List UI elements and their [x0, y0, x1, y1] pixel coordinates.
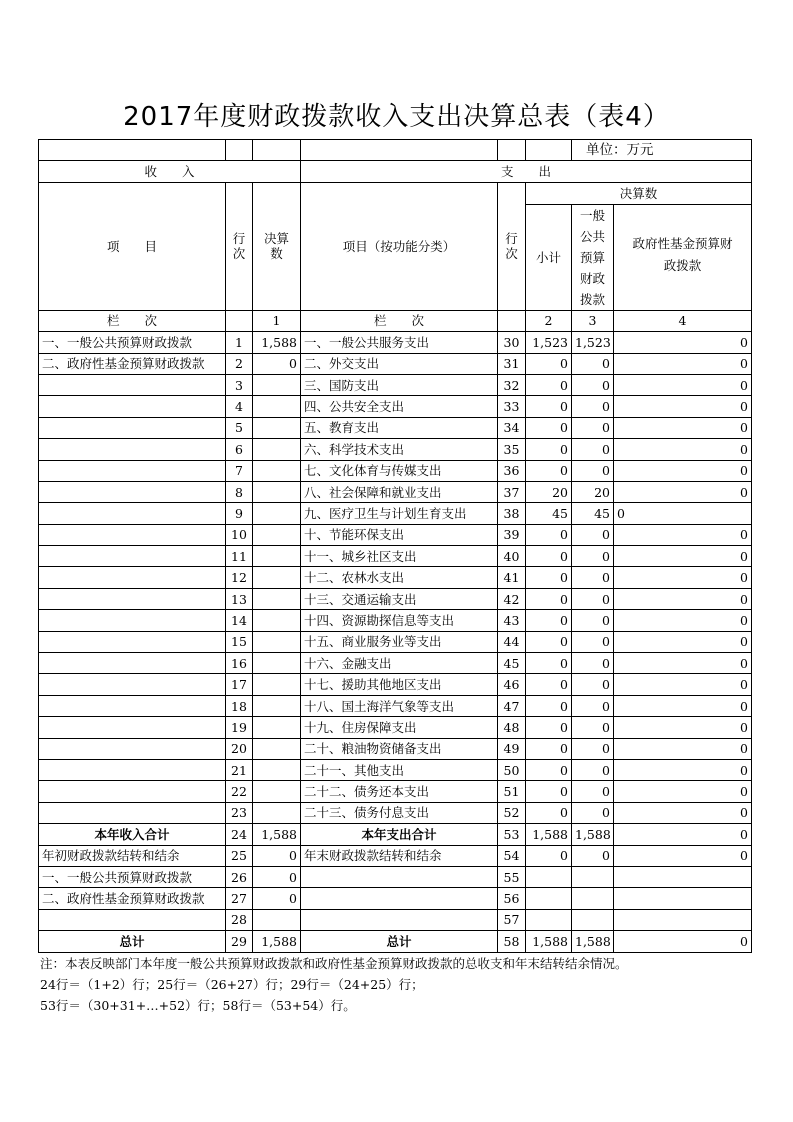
fund-budget-amount: 0	[614, 610, 752, 631]
table-row	[39, 610, 752, 631]
table-row	[39, 588, 752, 609]
income-item: 总计	[39, 931, 226, 952]
expense-item: 八、社会保障和就业支出	[301, 481, 498, 502]
general-budget-amount: 0	[572, 396, 614, 417]
expense-line-no: 48	[498, 717, 526, 738]
general-budget-amount: 0	[572, 781, 614, 802]
expense-item: 十四、资源勘探信息等支出	[301, 610, 498, 631]
expense-item	[301, 909, 498, 930]
income-amount	[253, 546, 301, 567]
fund-budget-amount: 0	[614, 802, 752, 823]
income-line-no: 19	[226, 717, 253, 738]
income-amount	[253, 396, 301, 417]
subtotal-amount: 0	[526, 374, 572, 395]
general-budget-amount: 0	[572, 738, 614, 759]
general-budget-amount: 1,588	[572, 824, 614, 845]
subtotal-amount: 1,588	[526, 824, 572, 845]
expense-line-no: 43	[498, 610, 526, 631]
expense-line-no: 55	[498, 866, 526, 887]
subtotal-amount: 0	[526, 588, 572, 609]
expense-line-no: 56	[498, 888, 526, 909]
expense-line-no: 44	[498, 631, 526, 652]
income-item	[39, 631, 226, 652]
subtotal-amount	[526, 909, 572, 930]
income-item	[39, 460, 226, 481]
blank-cell	[498, 310, 526, 331]
income-amount	[253, 631, 301, 652]
fund-budget-amount: 0	[614, 931, 752, 952]
income-line-no: 5	[226, 417, 253, 438]
income-item	[39, 546, 226, 567]
income-item	[39, 695, 226, 716]
expense-item: 六、科学技术支出	[301, 439, 498, 460]
income-line-no: 13	[226, 588, 253, 609]
income-amount	[253, 503, 301, 524]
subtotal-amount: 0	[526, 439, 572, 460]
general-budget-header: 一般公共预算财政拨款	[572, 204, 614, 310]
expense-line-no: 40	[498, 546, 526, 567]
table-row	[39, 653, 752, 674]
table-row	[39, 460, 752, 481]
blank-cell	[226, 140, 253, 161]
expense-line-no: 31	[498, 353, 526, 374]
income-item	[39, 653, 226, 674]
expense-line-no: 52	[498, 802, 526, 823]
expense-item: 本年支出合计	[301, 824, 498, 845]
income-amount	[253, 738, 301, 759]
income-item-header: 项 目	[39, 182, 226, 310]
expense-item: 二、外交支出	[301, 353, 498, 374]
table-row	[39, 781, 752, 802]
subtotal-amount	[526, 888, 572, 909]
fund-budget-amount	[614, 888, 752, 909]
blank-cell	[253, 140, 301, 161]
fund-budget-amount: 0	[614, 781, 752, 802]
general-budget-amount: 0	[572, 588, 614, 609]
expense-line-no-header: 行次	[498, 182, 526, 310]
income-amount	[253, 759, 301, 780]
col-number: 2	[526, 310, 572, 331]
income-line-no: 12	[226, 567, 253, 588]
general-budget-amount: 1,523	[572, 332, 614, 353]
table-row	[39, 845, 752, 866]
table-row	[39, 866, 752, 887]
subtotal-amount: 0	[526, 759, 572, 780]
income-amount-header: 决算数	[253, 182, 301, 310]
subtotal-amount: 0	[526, 524, 572, 545]
table-row	[39, 567, 752, 588]
expense-line-no: 30	[498, 332, 526, 353]
expense-line-no: 32	[498, 374, 526, 395]
blank-cell	[526, 140, 572, 161]
expense-line-no: 42	[498, 588, 526, 609]
expense-item: 四、公共安全支出	[301, 396, 498, 417]
income-item	[39, 417, 226, 438]
income-line-no: 10	[226, 524, 253, 545]
table-row	[39, 931, 752, 952]
col-number: 1	[253, 310, 301, 331]
expense-item: 十八、国土海洋气象等支出	[301, 695, 498, 716]
general-budget-amount: 0	[572, 439, 614, 460]
subtotal-amount: 0	[526, 717, 572, 738]
table-row	[39, 631, 752, 652]
income-line-no: 18	[226, 695, 253, 716]
table-row	[39, 417, 752, 438]
general-budget-amount: 0	[572, 546, 614, 567]
subtotal-amount: 1,523	[526, 332, 572, 353]
table-row	[39, 332, 752, 353]
table-row	[39, 909, 752, 930]
income-amount	[253, 374, 301, 395]
income-line-no: 27	[226, 888, 253, 909]
blank-cell	[39, 140, 226, 161]
general-budget-amount	[572, 866, 614, 887]
table-row	[39, 759, 752, 780]
subtotal-amount: 0	[526, 802, 572, 823]
income-amount	[253, 567, 301, 588]
income-item	[39, 717, 226, 738]
budget-table	[38, 139, 752, 953]
table-row	[39, 824, 752, 845]
subtotal-amount: 0	[526, 695, 572, 716]
unit-label: 单位：万元	[572, 140, 752, 161]
fund-budget-amount: 0	[614, 567, 752, 588]
col-number: 4	[614, 310, 752, 331]
income-line-no: 2	[226, 353, 253, 374]
income-amount: 0	[253, 866, 301, 887]
blank-cell	[226, 310, 253, 331]
col-number: 3	[572, 310, 614, 331]
expense-item	[301, 866, 498, 887]
general-budget-amount: 0	[572, 524, 614, 545]
general-budget-amount: 0	[572, 374, 614, 395]
expense-header: 支 出	[301, 161, 752, 182]
subtotal-header: 小计	[526, 204, 572, 310]
fund-budget-amount: 0	[614, 524, 752, 545]
income-line-no: 4	[226, 396, 253, 417]
income-item	[39, 439, 226, 460]
page-title: 2017年度财政拨款收入支出决算总表（表4）	[123, 102, 670, 132]
fund-budget-header: 政府性基金预算财政拨款	[614, 204, 752, 310]
income-line-no: 9	[226, 503, 253, 524]
income-line-no: 1	[226, 332, 253, 353]
expense-item	[301, 888, 498, 909]
expense-line-no: 36	[498, 460, 526, 481]
fund-budget-amount: 0	[614, 332, 752, 353]
note-line: 24行＝（1+2）行；25行＝（26+27）行；29行＝（24+25）行；	[40, 977, 424, 992]
income-item: 年初财政拨款结转和结余	[39, 845, 226, 866]
fund-budget-amount: 0	[614, 695, 752, 716]
general-budget-amount: 0	[572, 802, 614, 823]
income-line-no: 21	[226, 759, 253, 780]
subtotal-amount: 20	[526, 481, 572, 502]
income-amount	[253, 588, 301, 609]
fund-budget-amount: 0	[614, 481, 752, 502]
subtotal-amount: 0	[526, 674, 572, 695]
income-item: 一、一般公共预算财政拨款	[39, 866, 226, 887]
income-line-no: 15	[226, 631, 253, 652]
subtotal-amount: 0	[526, 546, 572, 567]
income-line-no: 23	[226, 802, 253, 823]
expense-line-no: 57	[498, 909, 526, 930]
subtotal-amount: 1,588	[526, 931, 572, 952]
income-amount: 0	[253, 353, 301, 374]
income-line-no: 6	[226, 439, 253, 460]
expense-line-no: 50	[498, 759, 526, 780]
expense-line-no: 46	[498, 674, 526, 695]
income-amount	[253, 909, 301, 930]
table-row	[39, 524, 752, 545]
table-row	[39, 396, 752, 417]
income-item: 二、政府性基金预算财政拨款	[39, 353, 226, 374]
expense-line-no: 53	[498, 824, 526, 845]
table-row	[39, 888, 752, 909]
income-line-no: 22	[226, 781, 253, 802]
expense-line-no: 37	[498, 481, 526, 502]
income-item: 二、政府性基金预算财政拨款	[39, 888, 226, 909]
income-item	[39, 567, 226, 588]
fund-budget-amount	[614, 866, 752, 887]
subtotal-amount: 0	[526, 353, 572, 374]
expense-item: 七、文化体育与传媒支出	[301, 460, 498, 481]
expense-line-no: 39	[498, 524, 526, 545]
income-item: 一、一般公共预算财政拨款	[39, 332, 226, 353]
expense-line-no: 35	[498, 439, 526, 460]
income-item	[39, 802, 226, 823]
fund-budget-amount: 0	[614, 824, 752, 845]
general-budget-amount: 20	[572, 481, 614, 502]
income-amount	[253, 524, 301, 545]
note-line: 注：本表反映部门本年度一般公共预算财政拨款和政府性基金预算财政拨款的总收支和年末结转结余情况。	[40, 956, 628, 971]
table-row	[39, 503, 752, 524]
income-amount	[253, 717, 301, 738]
subtotal-amount: 0	[526, 653, 572, 674]
expense-line-no: 58	[498, 931, 526, 952]
subtotal-amount: 0	[526, 567, 572, 588]
subtotal-amount: 0	[526, 781, 572, 802]
income-item	[39, 781, 226, 802]
subtotal-amount: 0	[526, 738, 572, 759]
income-line-no: 11	[226, 546, 253, 567]
expense-line-no: 54	[498, 845, 526, 866]
general-budget-amount: 0	[572, 717, 614, 738]
income-amount	[253, 781, 301, 802]
general-budget-amount: 0	[572, 353, 614, 374]
expense-line-no: 47	[498, 695, 526, 716]
general-budget-amount: 0	[572, 460, 614, 481]
expense-item: 十二、农林水支出	[301, 567, 498, 588]
expense-item: 十、节能环保支出	[301, 524, 498, 545]
general-budget-amount: 0	[572, 759, 614, 780]
fund-budget-amount: 0	[614, 353, 752, 374]
general-budget-amount: 45	[572, 503, 614, 524]
income-line-no-header: 行次	[226, 182, 253, 310]
general-budget-amount	[572, 888, 614, 909]
income-line-no: 28	[226, 909, 253, 930]
income-line-no: 16	[226, 653, 253, 674]
expense-item: 二十一、其他支出	[301, 759, 498, 780]
fund-budget-amount: 0	[614, 759, 752, 780]
expense-item: 十五、商业服务业等支出	[301, 631, 498, 652]
general-budget-amount: 0	[572, 631, 614, 652]
expense-item: 五、教育支出	[301, 417, 498, 438]
income-item	[39, 909, 226, 930]
expense-line-no: 33	[498, 396, 526, 417]
expense-line-no: 49	[498, 738, 526, 759]
blank-cell	[301, 140, 498, 161]
income-line-no: 7	[226, 460, 253, 481]
income-amount	[253, 439, 301, 460]
fund-budget-amount: 0	[614, 417, 752, 438]
general-budget-amount: 0	[572, 610, 614, 631]
general-budget-amount: 0	[572, 695, 614, 716]
expense-item: 一、一般公共服务支出	[301, 332, 498, 353]
income-line-no: 20	[226, 738, 253, 759]
table-row	[39, 439, 752, 460]
income-item	[39, 481, 226, 502]
fund-budget-amount: 0	[614, 503, 752, 524]
subtotal-amount: 0	[526, 460, 572, 481]
income-amount	[253, 460, 301, 481]
income-item	[39, 503, 226, 524]
fund-budget-amount: 0	[614, 460, 752, 481]
fund-budget-amount: 0	[614, 588, 752, 609]
general-budget-amount: 0	[572, 417, 614, 438]
income-amount	[253, 695, 301, 716]
income-line-no: 14	[226, 610, 253, 631]
income-item	[39, 610, 226, 631]
income-item	[39, 396, 226, 417]
income-amount: 0	[253, 845, 301, 866]
fund-budget-amount: 0	[614, 546, 752, 567]
general-budget-amount: 0	[572, 845, 614, 866]
subtotal-amount: 0	[526, 631, 572, 652]
expense-line-no: 45	[498, 653, 526, 674]
fund-budget-amount: 0	[614, 717, 752, 738]
income-amount	[253, 802, 301, 823]
income-amount: 1,588	[253, 332, 301, 353]
expense-item: 二十二、债务还本支出	[301, 781, 498, 802]
income-header: 收 入	[39, 161, 301, 182]
subtotal-amount: 0	[526, 845, 572, 866]
income-item	[39, 524, 226, 545]
subtotal-amount	[526, 866, 572, 887]
income-amount	[253, 481, 301, 502]
subtotal-amount: 45	[526, 503, 572, 524]
expense-item: 三、国防支出	[301, 374, 498, 395]
income-item	[39, 374, 226, 395]
income-item	[39, 588, 226, 609]
income-item	[39, 759, 226, 780]
expense-amount-group-header: 决算数	[526, 182, 752, 204]
income-amount: 1,588	[253, 931, 301, 952]
income-item: 本年收入合计	[39, 824, 226, 845]
income-amount: 1,588	[253, 824, 301, 845]
table-row	[39, 802, 752, 823]
fund-budget-amount	[614, 909, 752, 930]
table-row	[39, 674, 752, 695]
subtotal-amount: 0	[526, 610, 572, 631]
note-line: 53行＝（30+31+…+52）行；58行＝（53+54）行。	[40, 998, 356, 1013]
expense-line-no: 41	[498, 567, 526, 588]
income-item	[39, 674, 226, 695]
expense-line-no: 51	[498, 781, 526, 802]
income-amount	[253, 417, 301, 438]
col-label: 栏 次	[39, 310, 226, 331]
table-row	[39, 374, 752, 395]
fund-budget-amount: 0	[614, 374, 752, 395]
expense-item: 十九、住房保障支出	[301, 717, 498, 738]
income-line-no: 3	[226, 374, 253, 395]
expense-item: 十一、城乡社区支出	[301, 546, 498, 567]
expense-item: 十三、交通运输支出	[301, 588, 498, 609]
fund-budget-amount: 0	[614, 631, 752, 652]
fund-budget-amount: 0	[614, 396, 752, 417]
expense-line-no: 38	[498, 503, 526, 524]
fund-budget-amount: 0	[614, 674, 752, 695]
table-row	[39, 738, 752, 759]
fund-budget-amount: 0	[614, 845, 752, 866]
expense-item: 年末财政拨款结转和结余	[301, 845, 498, 866]
income-line-no: 26	[226, 866, 253, 887]
expense-item: 二十、粮油物资储备支出	[301, 738, 498, 759]
fund-budget-amount: 0	[614, 653, 752, 674]
expense-item-header: 项目（按功能分类）	[301, 182, 498, 310]
blank-cell	[498, 140, 526, 161]
table-row	[39, 695, 752, 716]
subtotal-amount: 0	[526, 417, 572, 438]
income-line-no: 25	[226, 845, 253, 866]
expense-item: 二十三、债务付息支出	[301, 802, 498, 823]
general-budget-amount: 0	[572, 653, 614, 674]
expense-line-no: 34	[498, 417, 526, 438]
income-line-no: 17	[226, 674, 253, 695]
general-budget-amount: 0	[572, 674, 614, 695]
general-budget-amount: 0	[572, 567, 614, 588]
subtotal-amount: 0	[526, 396, 572, 417]
expense-item: 十六、金融支出	[301, 653, 498, 674]
table-row	[39, 546, 752, 567]
table-row	[39, 481, 752, 502]
income-line-no: 29	[226, 931, 253, 952]
income-amount: 0	[253, 888, 301, 909]
general-budget-amount: 1,588	[572, 931, 614, 952]
income-item	[39, 738, 226, 759]
general-budget-amount	[572, 909, 614, 930]
expense-item: 十七、援助其他地区支出	[301, 674, 498, 695]
expense-item: 九、医疗卫生与计划生育支出	[301, 503, 498, 524]
col-label: 栏 次	[301, 310, 498, 331]
fund-budget-amount: 0	[614, 738, 752, 759]
fund-budget-amount: 0	[614, 439, 752, 460]
notes	[40, 953, 628, 1016]
expense-item: 总计	[301, 931, 498, 952]
income-line-no: 24	[226, 824, 253, 845]
income-amount	[253, 653, 301, 674]
income-amount	[253, 674, 301, 695]
table-row	[39, 717, 752, 738]
income-amount	[253, 610, 301, 631]
income-line-no: 8	[226, 481, 253, 502]
table-row	[39, 353, 752, 374]
